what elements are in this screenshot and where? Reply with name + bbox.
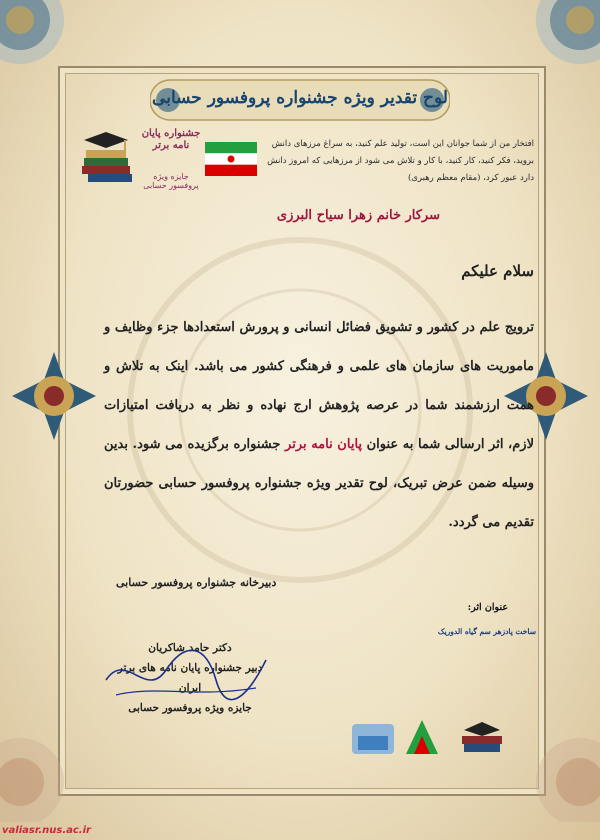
body-highlight: پایان نامه برتر [285,437,363,452]
iran-flag-icon [205,142,257,176]
certificate-title: لوح تقدیر ویژه جشنواره پروفسور حسابی [152,88,448,108]
festival-logo-text [140,128,202,190]
secretariat-label: دبیرخانه جشنواره پروفسور حسابی [116,576,277,589]
signatory-role: دبیر جشنواره پایان نامه های برتر ایران [117,662,263,694]
handwritten-signature [96,640,276,710]
signatory-name: دکتر حامد شاکریان [148,642,232,654]
website-url: valiasr.nus.ac.ir [2,825,91,836]
side-medallion-left [8,350,100,442]
signatory-org: جایزه ویژه پروفسور حسابی [128,702,252,714]
festival-logo-line2: جایزه ویژه پروفسور حسابی [143,172,199,190]
body-text-before: ترویج علم در کشور و تشویق فضائل انسانی و پرورش استعدادها جزء وظایف و ماموریت های سازمان های علمی و فرهنگی کشور می باشد. اینک به تلاش و همت ارزشمند شما در عرصه پژوهش ارج نهاده و نظر به دریافت امتیازات لازم، اثر ارسالی شما به عنوان [104,320,534,452]
festival-logo-line1: جشنواره پایان نامه برتر [141,128,201,151]
greeting: سلام علیکم [461,262,534,280]
corner-ornament-top-right [490,0,600,110]
bottom-logos [352,714,514,760]
recipient-name: سرکار خانم زهرا سیاح البرزی [276,208,440,223]
body-text-after: جشنواره برگزیده می شود. بدین وسیله ضمن عرض تبریک، لوح تقدیر ویژه جشنواره پروفسور حسابی حضورتان تقدیم می گردد. [104,437,534,530]
corner-ornament-top-left [0,0,110,110]
subject-label: عنوان اثر: [467,602,508,613]
certificate-body [104,308,534,542]
leader-quote: افتخار من از شما جوانان این است، تولید علم کنید، به سراغ مرزهای دانش بروید، فکر کنید، کار کنید، با کار و تلاش می شود از مرزهایی که امروز دانش دارد عبور کرد، (مقام معظم رهبری) [267,139,534,183]
corner-ornament-bottom-left [0,692,110,822]
subject-value: ساخت پادزهر سم گیاه الدوریک [437,627,536,636]
